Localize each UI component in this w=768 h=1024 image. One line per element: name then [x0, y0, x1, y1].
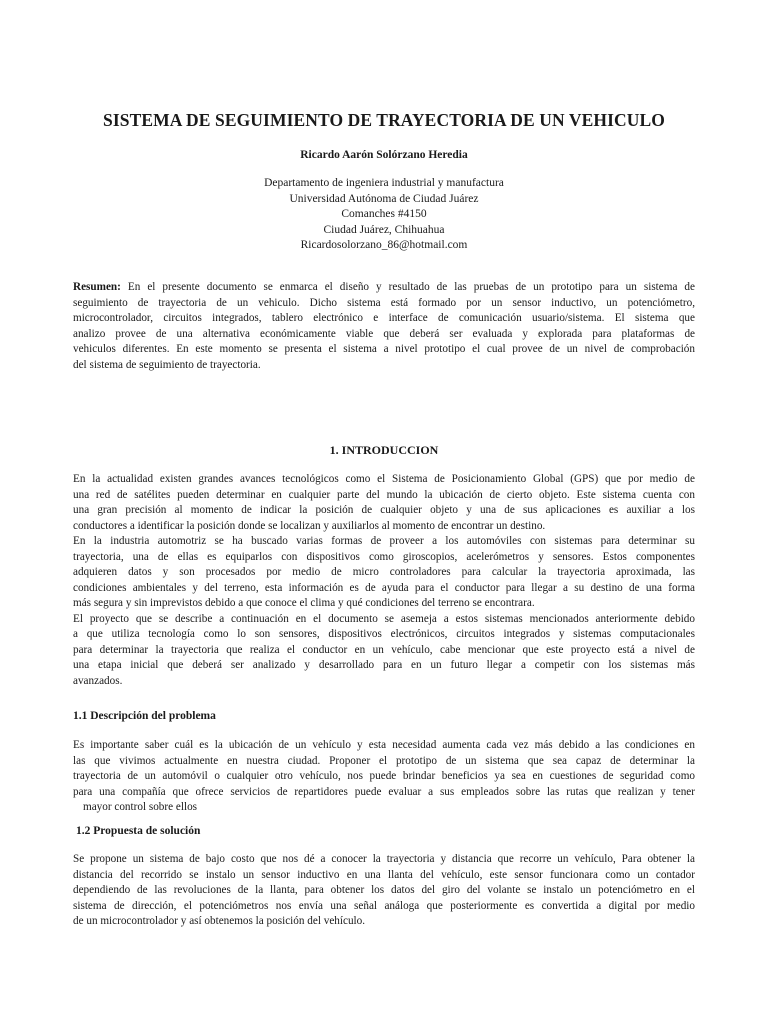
abstract-line: del sistema de seguimiento de trayectoria. — [73, 358, 261, 371]
introduction-body — [73, 472, 695, 689]
affiliation-university: Universidad Autónoma de Ciudad Juárez — [289, 192, 479, 205]
body-line: las que vivimos actualmente en nuestra ciudad. Proponer el prototipo de un sistema que sea capaz de determinar la — [73, 754, 695, 767]
abstract-line: seguimiento de trayectoria de un vehiculo. Dicho sistema está formado por un sensor inductivo, un potenciómetro, — [73, 296, 695, 309]
body-line: trayectoria de un automóvil o cualquier otro vehículo, nos puede brindar beneficios ya sea en cuestiones de seguridad como — [73, 770, 695, 782]
section-heading-introduccion: 1. INTRODUCCION — [329, 443, 439, 457]
abstract-paragraph — [73, 280, 695, 373]
body-line: avanzados. — [73, 674, 123, 687]
body-line: En la industria automotriz se ha buscado varias formas de proveer a los automóviles con sistemas para determinar su — [73, 535, 695, 547]
abstract-line: analizo provee de una alternativa económicamente viable que deberá ser evaluada y explorada para plataformas de — [73, 327, 695, 340]
body-line: más segura y sin imprevistos debido a que conoce el clima y qué condiciones del terreno se encontrara. — [73, 597, 535, 609]
abstract-line: microcontrolador, circuitos integrados, tablero electrónico e interface de comunicación usuario/sistema. El sistema que — [73, 312, 695, 324]
affiliation-block — [60, 176, 708, 254]
affiliation-department: Departamento de ingeniera industrial y manufactura — [264, 177, 504, 189]
body-line: Es importante saber cuál es la ubicación de un vehículo y esta necesidad aumenta cada vez más debido a las condiciones en — [73, 739, 695, 751]
body-line: trayectoria, una de ellas es equiparlos con dispositivos como giroscopios, acelerómetros y sensores. Estos componentes — [73, 550, 695, 563]
author-name: Ricardo Aarón Solórzano Heredia — [300, 149, 468, 161]
body-line: de un microcontrolador y así obtenemos la posición del vehículo. — [73, 915, 366, 927]
body-line: una etapa inicial que deberá ser analizado y desarrollado para en un futuro llegar a competir con los sistemas más — [73, 659, 695, 671]
body-line: una red de satélites pueden determinar en cualquier parte del mundo la ubicación de cierto objeto. Este sistema cuenta con — [73, 488, 695, 501]
paper-title: SISTEMA DE SEGUIMIENTO DE TRAYECTORIA DE UN VEHICULO — [103, 110, 665, 130]
subsection-heading-descripcion: 1.1 Descripción del problema — [73, 710, 216, 722]
body-line: El proyecto que se describe a continuación en el documento se asemeja a estos sistemas mencionados anteriormente debido — [73, 612, 695, 625]
body-line: distancia del recorrido se instalo un sensor inductivo en una llanta del vehículo, este sensor funcionara como un contador — [73, 868, 695, 881]
body-line: En la actualidad existen grandes avances tecnológicos como el Sistema de Posicionamiento Global (GPS) que por medio de — [73, 473, 695, 485]
affiliation-street: Comanches #4150 — [341, 208, 427, 221]
body-line: condiciones ambientales y del terreno, esta información es de ayuda para el conductor para llegar a su destino de una forma — [73, 581, 695, 594]
body-line: para una compañía que ofrece servicios de repartidores puede evaluar a sus empleados sobre las rutas que realizan y tener — [73, 785, 695, 798]
body-line: a que utiliza tecnología como lo son sensores, dispositivos electrónicos, circuitos integrados y sistemas computacionales — [73, 628, 695, 640]
affiliation-city: Ciudad Juárez, Chihuahua — [323, 223, 445, 236]
abstract-line: Resumen: En el presente documento se enmarca el diseño y resultado de las pruebas de un prototipo para un sistema de — [73, 281, 695, 293]
solution-proposal-body — [73, 852, 695, 930]
affiliation-email: Ricardosolorzano_86@hotmail.com — [300, 239, 468, 252]
body-line: Se propone un sistema de bajo costo que nos dé a conocer la trayectoria y distancia que recorre un vehículo, Para obtener la — [73, 853, 695, 865]
subsection-heading-propuesta: 1.2 Propuesta de solución — [76, 825, 201, 837]
abstract-label: Resumen: — [73, 281, 121, 293]
body-line: mayor control sobre ellos — [83, 801, 198, 813]
body-line: una gran precisión al momento de indicar la posición de cualquier objeto y una de sus aplicaciones es auxiliar a los — [73, 504, 695, 516]
problem-description-body — [73, 738, 695, 816]
body-line: conductores a identificar la posición donde se localizan y auxiliarlos al momento de encontrar un destino. — [73, 519, 546, 532]
body-line: dependiendo de las revoluciones de la llanta, para obtener los datos del giro del volante se instalo un potenciómetro en el — [73, 884, 695, 896]
body-line: para determinar la trayectoria que realiza el conductor en un vehículo, cabe mencionar que este proyecto está a nivel de — [73, 643, 695, 656]
abstract-line: vehiculos diferentes. En este momento se presenta el sistema a nivel prototipo el cual provee de un nivel de comprobación — [73, 343, 695, 355]
body-line: sistema de dirección, el potenciómetros nos envía una señal análoga que posteriormente es convertida a digital por medio — [73, 899, 695, 912]
body-line: adquieren datos y son procesados por medio de micro controladores para calcular la trayectoria aproximada, las — [73, 566, 695, 578]
